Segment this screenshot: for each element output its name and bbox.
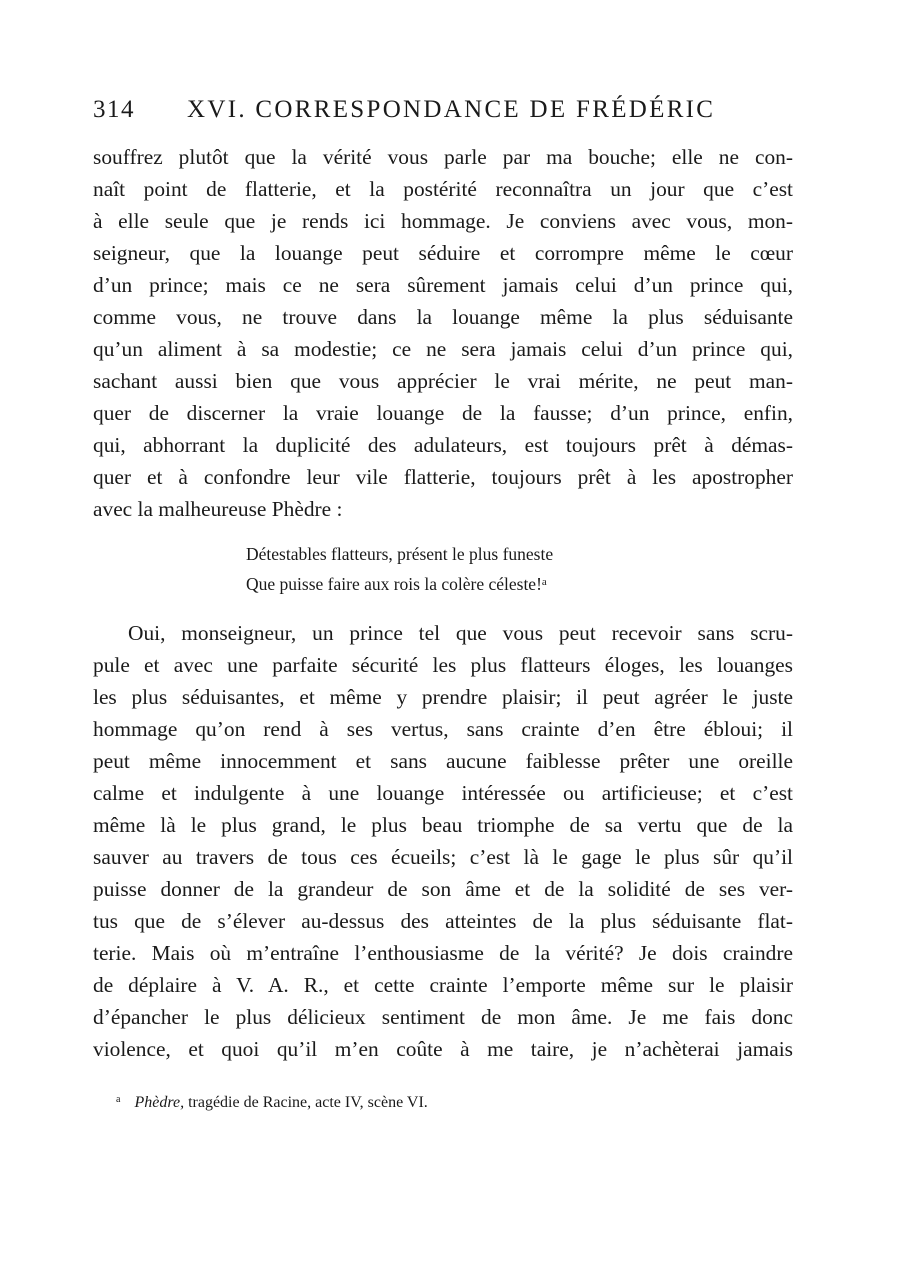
text-line: violence, et quoi qu’il m’en coûte à me taire, je n’achèterai jamais bbox=[93, 1037, 793, 1061]
text-line: puisse donner de la grandeur de son âme et de la solidité de ses ver- bbox=[93, 877, 793, 901]
verse-line-text: Que puisse faire aux rois la colère céleste! bbox=[246, 574, 542, 594]
text-line: quer et à confondre leur vile flatterie, toujours prêt à les apostropher bbox=[93, 465, 793, 489]
footnote-mark: a bbox=[116, 1094, 121, 1105]
text-line: quer de discerner la vraie louange de la fausse; d’un prince, enfin, bbox=[93, 401, 793, 425]
text-line: pule et avec une parfaite sécurité les plus flatteurs éloges, les louanges bbox=[93, 653, 793, 677]
footnote-reference: a bbox=[541, 576, 547, 588]
text-line: à elle seule que je rends ici hommage. Je conviens avec vous, mon- bbox=[93, 209, 793, 233]
text-line: calme et indulgente à une louange intéressée ou artificieuse; et c’est bbox=[93, 781, 793, 805]
text-line: avec la malheureuse Phèdre : bbox=[93, 497, 343, 521]
text-line: seigneur, que la louange peut séduire et corrompre même le cœur bbox=[93, 241, 793, 265]
text-line: Oui, monseigneur, un prince tel que vous peut recevoir sans scru- bbox=[128, 621, 793, 645]
text-line: même là le plus grand, le plus beau triomphe de sa vertu que de la bbox=[93, 813, 793, 837]
text-line: d’épancher le plus délicieux sentiment de mon âme. Je me fais donc bbox=[93, 1005, 793, 1029]
text-line: qu’un aliment à sa modestie; ce ne sera jamais celui d’un prince qui, bbox=[93, 337, 793, 361]
text-line: les plus séduisantes, et même y prendre plaisir; il peut agréer le juste bbox=[93, 685, 793, 709]
footnote bbox=[116, 1094, 428, 1112]
text-line: souffrez plutôt que la vérité vous parle par ma bouche; elle ne con- bbox=[93, 145, 793, 169]
text-line: qui, abhorrant la duplicité des adulateurs, est toujours prêt à démas- bbox=[93, 433, 793, 457]
text-line: hommage qu’on rend à ses vertus, sans crainte d’en être ébloui; il bbox=[93, 717, 793, 741]
text-line: de déplaire à V. A. R., et cette crainte l’emporte même sur le plaisir bbox=[93, 973, 793, 997]
text-line: comme vous, ne trouve dans la louange même la plus séduisante bbox=[93, 305, 793, 329]
verse-line: Détestables flatteurs, présent le plus funeste bbox=[246, 544, 554, 564]
page-number: 314 bbox=[93, 96, 135, 123]
text-line: sauver au travers de tous ces écueils; c’est là le gage le plus sûr qu’il bbox=[93, 845, 793, 869]
verse-line-2 bbox=[246, 569, 547, 597]
text-line: tus que de s’élever au-dessus des atteintes de la plus séduisante flat- bbox=[93, 909, 793, 933]
text-line: terie. Mais où m’entraîne l’enthousiasme de la vérité? Je dois craindre bbox=[93, 941, 793, 965]
footnote-text: tragédie de Racine, acte IV, scène VI. bbox=[188, 1094, 428, 1111]
running-title: XVI. CORRESPONDANCE DE FRÉDÉRIC bbox=[187, 96, 716, 123]
text-line: d’un prince; mais ce ne sera sûrement jamais celui d’un prince qui, bbox=[93, 273, 793, 297]
footnote-work-title: Phèdre, bbox=[134, 1094, 185, 1111]
text-line: peut même innocemment et sans aucune faiblesse prêter une oreille bbox=[93, 749, 793, 773]
running-header bbox=[93, 96, 813, 136]
text-line: sachant aussi bien que vous apprécier le vrai mérite, ne peut man- bbox=[93, 369, 793, 393]
text-line: naît point de flatterie, et la postérité reconnaîtra un jour que c’est bbox=[93, 177, 793, 201]
